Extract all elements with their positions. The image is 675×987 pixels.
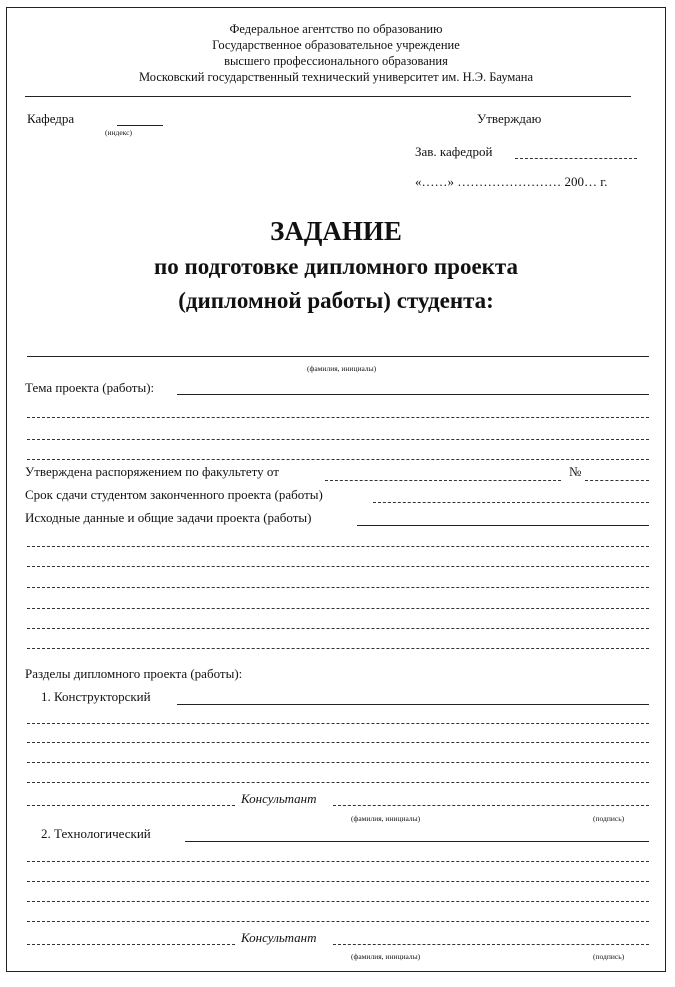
- source-data-line-5: [27, 608, 649, 609]
- source-data-label: Исходные данные и общие задачи проекта (работы): [25, 510, 312, 525]
- section-2-line-5: [27, 921, 649, 922]
- source-data-line-2: [27, 546, 649, 547]
- header-divider: [25, 96, 631, 97]
- agency-line: Федеральное агентство по образованию: [229, 22, 443, 36]
- section-2-line-3: [27, 881, 649, 882]
- source-data-line-7: [27, 648, 649, 649]
- section-1-consultant-line: [333, 805, 649, 806]
- section-1-line-1: [177, 704, 649, 705]
- section-1-label: 1. Конструкторский: [41, 689, 151, 704]
- index-caption: (индекс): [105, 128, 132, 137]
- deadline-label: Срок сдачи студентом законченного проекта (работы): [25, 487, 323, 502]
- student-name-line: [27, 356, 649, 357]
- head-signature-line: [515, 158, 637, 159]
- head-of-department-label: Зав. кафедрой: [415, 144, 493, 159]
- order-number-label: №: [569, 464, 582, 479]
- section-1-consultant-label: Консультант: [241, 791, 317, 806]
- student-name-caption: (фамилия, инициалы): [307, 364, 377, 373]
- source-data-line-1: [357, 525, 649, 526]
- section-2-line-2: [27, 861, 649, 862]
- section-2-line-4: [27, 901, 649, 902]
- section-1-name-caption: (фамилия, инициалы): [351, 814, 421, 823]
- section-2-name-caption: (фамилия, инициалы): [351, 952, 421, 961]
- university-name-line: Московский государственный технический университет им. Н.Э. Баумана: [138, 70, 534, 84]
- document-title: ЗАДАНИЕ: [270, 216, 402, 246]
- section-2-signature-caption: (подпись): [593, 952, 625, 961]
- assignment-form: [6, 7, 666, 972]
- source-data-line-3: [27, 566, 649, 567]
- education-level-line: высшего профессионального образования: [224, 54, 448, 68]
- section-1-line-4: [27, 762, 649, 763]
- department-index-line: [117, 125, 163, 126]
- section-2-consultant-line: [333, 944, 649, 945]
- section-2-prefix-line: [27, 944, 235, 945]
- document-subtitle: по подготовке дипломного проекта: [153, 254, 518, 279]
- section-1-line-2: [27, 723, 649, 724]
- section-2-line-1: [185, 841, 649, 842]
- order-date-line: [325, 480, 561, 481]
- source-data-line-6: [27, 628, 649, 629]
- topic-line-3: [27, 439, 649, 440]
- institution-type-line: Государственное образовательное учреждение: [212, 38, 460, 52]
- topic-label: Тема проекта (работы):: [25, 380, 155, 395]
- topic-line-1: [177, 394, 649, 395]
- approve-label: Утверждаю: [477, 111, 542, 126]
- topic-line-4: [27, 459, 649, 460]
- approval-date: «……» …………………… 200… г.: [415, 174, 608, 189]
- section-1-line-5: [27, 782, 649, 783]
- order-label: Утверждена распоряжением по факультету от: [25, 464, 279, 479]
- order-number-line: [585, 480, 649, 481]
- source-data-line-4: [27, 587, 649, 588]
- section-2-label: 2. Технологический: [41, 826, 151, 841]
- section-1-prefix-line: [27, 805, 235, 806]
- sections-heading: Разделы дипломного проекта (работы):: [25, 666, 243, 681]
- deadline-line: [373, 502, 649, 503]
- department-label: Кафедра: [27, 111, 75, 126]
- section-2-consultant-label: Консультант: [241, 930, 317, 945]
- section-1-line-3: [27, 742, 649, 743]
- section-1-signature-caption: (подпись): [593, 814, 625, 823]
- topic-line-2: [27, 417, 649, 418]
- document-subtitle-2: (дипломной работы) студента:: [178, 288, 494, 313]
